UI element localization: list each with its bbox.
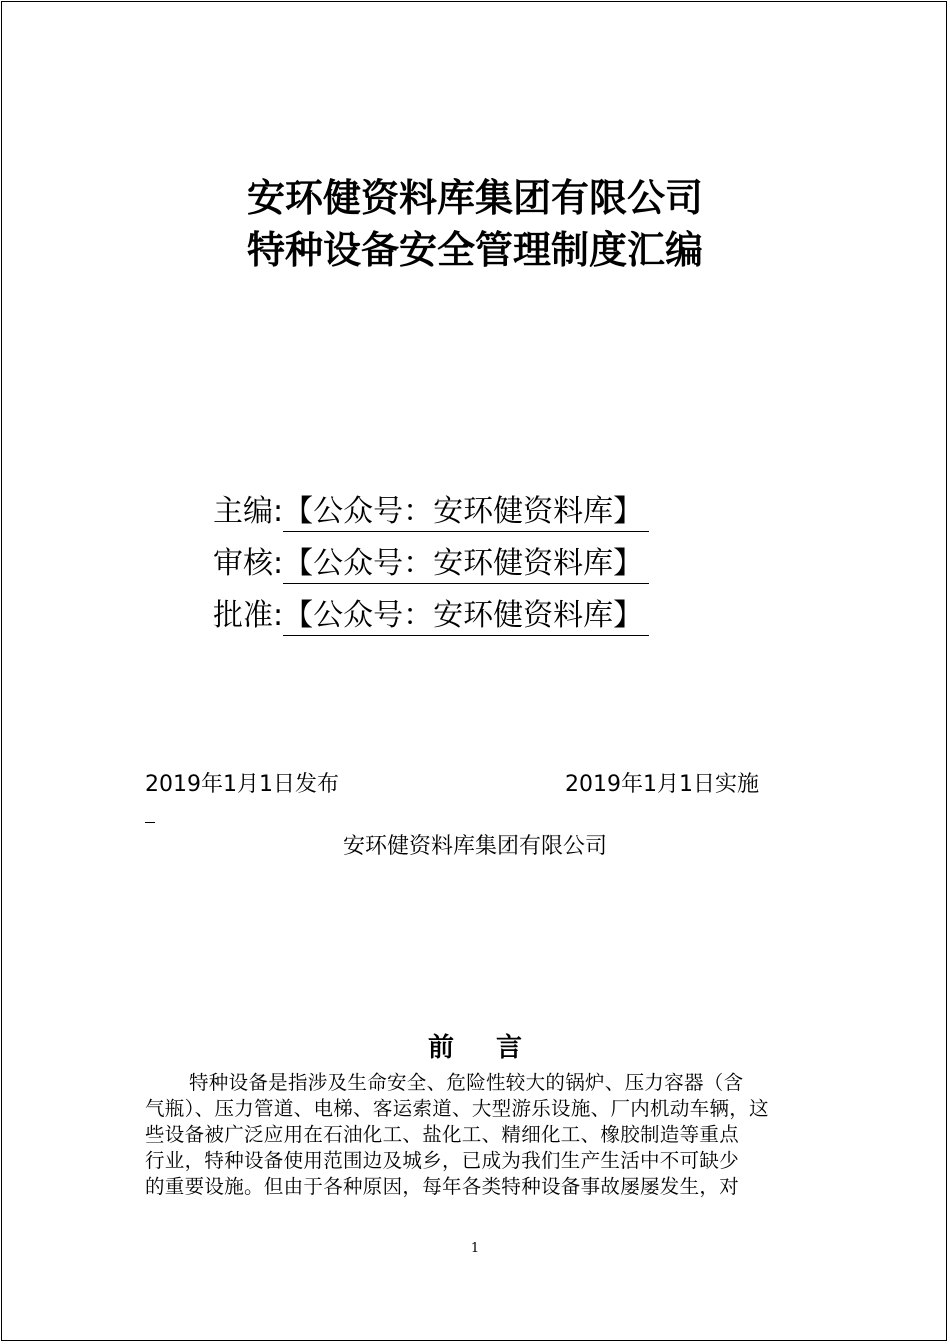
- signature-value: 【公众号：安环健资料库】: [283, 493, 649, 532]
- signature-label: 审核:: [213, 546, 284, 581]
- signature-label: 主编:: [213, 494, 284, 529]
- publish-date: 2019年1月1日发布: [145, 772, 339, 797]
- separator-mark: [145, 822, 155, 823]
- signature-row-reviewer: [213, 532, 733, 584]
- preface-paragraph: [145, 1070, 807, 1200]
- preface-line: 特种设备是指涉及生命安全、危险性较大的锅炉、压力容器（含: [189, 1071, 744, 1094]
- signature-block: [213, 480, 733, 636]
- preface-line: 气瓶）、压力管道、电梯、客运索道、大型游乐设施、厂内机动车辆，这: [145, 1097, 769, 1120]
- preface-line: 的重要设施。但由于各种原因，每年各类特种设备事故屡屡发生，对: [145, 1175, 740, 1198]
- signature-value: 【公众号：安环健资料库】: [283, 597, 649, 636]
- signature-value: 【公众号：安环健资料库】: [283, 545, 649, 584]
- signature-row-approver: [213, 584, 733, 636]
- date-row: [145, 770, 805, 800]
- page-number: 1: [470, 1241, 480, 1256]
- title-line-company: 安环健资料库集团有限公司: [246, 176, 703, 220]
- preface-heading: 前言: [427, 1033, 564, 1063]
- preface-line: 些设备被广泛应用在石油化工、盐化工、精细化工、橡胶制造等重点: [145, 1123, 740, 1146]
- title-line-subject: 特种设备安全管理制度汇编: [246, 228, 703, 272]
- issuing-company: 安环健资料库集团有限公司: [342, 834, 607, 859]
- implement-date: 2019年1月1日实施: [565, 772, 759, 797]
- document-title: [0, 172, 950, 276]
- signature-row-editor: [213, 480, 733, 532]
- preface-line: 行业，特种设备使用范围边及城乡，已成为我们生产生活中不可缺少: [145, 1149, 740, 1172]
- signature-label: 批准:: [213, 598, 284, 633]
